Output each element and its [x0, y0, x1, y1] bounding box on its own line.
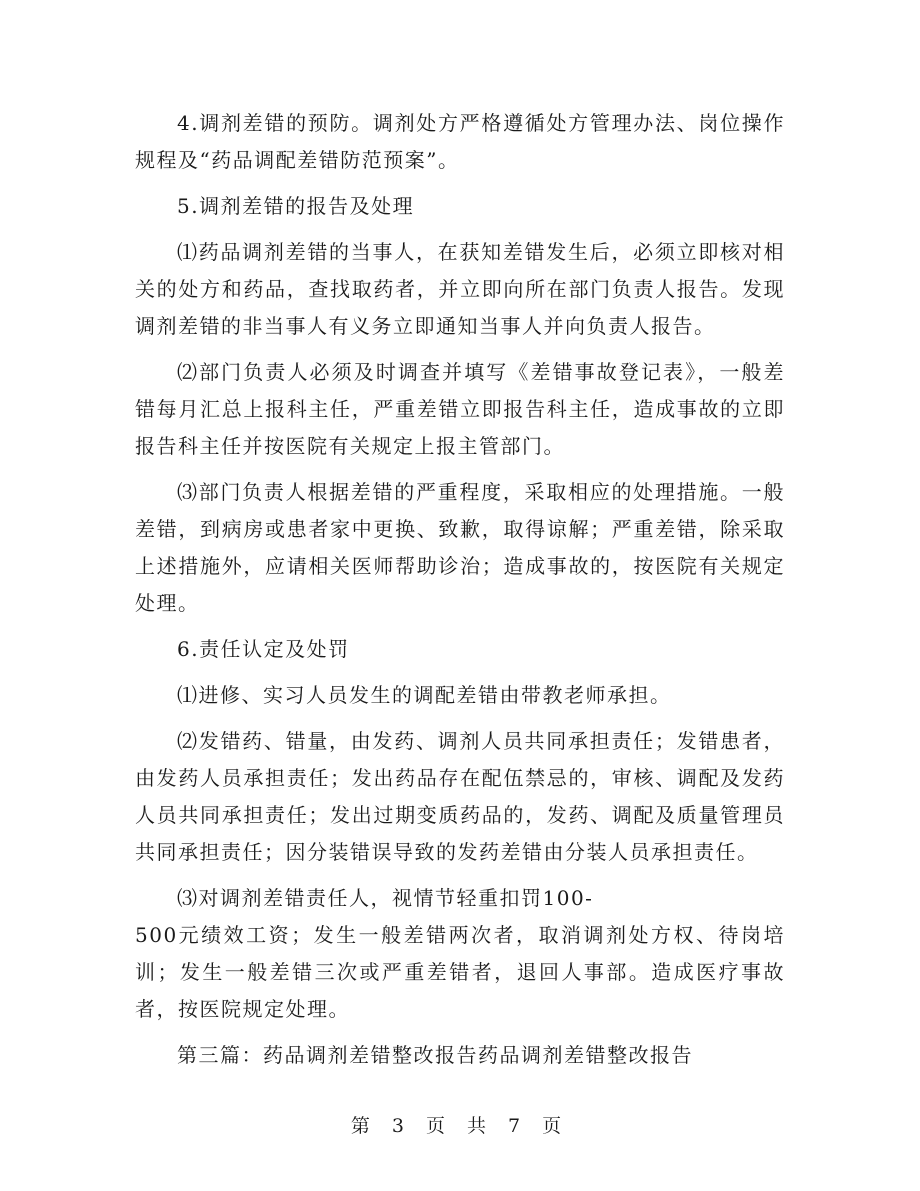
paragraph-report-2: ⑵部门负责人必须及时调查并填写《差错事故登记表》，一般差错每月汇总上报科主任，严重差错立即报告科主任，造成事故的立即报告科主任并按医院有关规定上报主管部门。 [135, 360, 785, 458]
paragraph-responsibility-2: ⑵发错药、错量，由发药、调剂人员共同承担责任；发错患者，由发药人员承担责任；发出药品存在配伍禁忌的，审核、调配及发药人员共同承担责任；发出过期变质药品的，发药、调配及质量管理员共同承担责任；因分装错误导致的发药差错由分装人员承担责任。 [135, 729, 785, 864]
paragraph-report-3: ⑶部门负责人根据差错的严重程度，采取相应的处理措施。一般差错，到病房或患者家中更换、致歉，取得谅解；严重差错，除采取上述措施外，应请相关医师帮助诊治；造成事故的，按医院有关规定处理。 [135, 480, 785, 615]
paragraph-report-1: ⑴药品调剂差错的当事人，在获知差错发生后，必须立即核对相关的处方和药品，查找取药者，并立即向所在部门负责人报告。发现调剂差错的非当事人有义务立即通知当事人并向负责人报告。 [135, 240, 785, 338]
page-number-footer: 第 3 页 共 7 页 [350, 1115, 570, 1137]
paragraph-penalty-start: ⑶对调剂差错责任人，视情节轻重扣罚100- [177, 886, 594, 910]
document-body [135, 105, 785, 1083]
paragraph-responsibility-1: ⑴进修、实习人员发生的调配差错由带教老师承担。 [177, 683, 672, 707]
heading-responsibility: 6.责任认定及处罚 [177, 637, 350, 661]
heading-report-handling: 5.调剂差错的报告及处理 [177, 194, 415, 218]
paragraph-penalty-continued: 500元绩效工资；发生一般差错两次者，取消调剂处方权、待岗培训；发生一般差错三次或严重差错者，退回人事部。造成医疗事故者，按医院规定处理。 [135, 923, 785, 1021]
section-title-part-three: 第三篇：药品调剂差错整改报告药品调剂差错整改报告 [177, 1043, 693, 1067]
paragraph-prevention: 4.调剂差错的预防。调剂处方严格遵循处方管理办法、岗位操作规程及“药品调配差错防范预案”。 [135, 111, 785, 172]
